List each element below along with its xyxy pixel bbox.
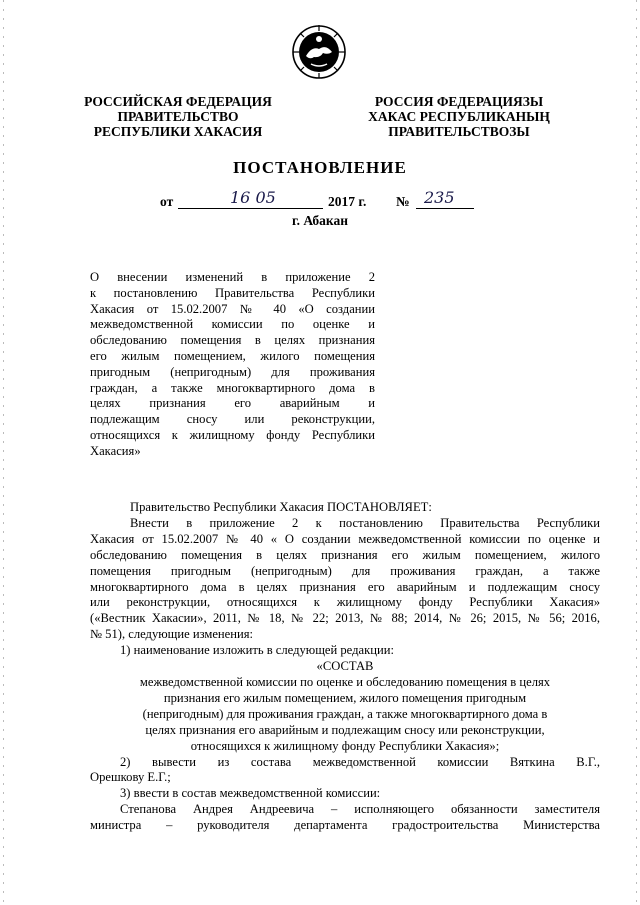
body-line: межведомственной комиссии по оценке и обследованию помещения в целях xyxy=(139,674,551,689)
scan-edge-left xyxy=(3,0,4,905)
body-line: многоквартирного дома в целях признания его аварийным и подлежащим сносу xyxy=(90,579,600,594)
body-line: относящихся к жилищному фонду Республики Хакасия»; xyxy=(190,738,500,753)
body-line: Орешкову Е.Г.; xyxy=(90,770,171,785)
body-line: 1) наименование изложить в следующей редакции: xyxy=(120,643,394,658)
body-line: Правительство Республики Хакасия ПОСТАНОВЛЯЕТ: xyxy=(130,500,432,514)
body-line: «СОСТАВ xyxy=(316,659,374,674)
body-line: («Вестник Хакасии», 2011, № 18, № 22; 2013, № 88; 2014, № 26; 2015, № 56; 2016, xyxy=(90,611,600,626)
header-right-line-1: РОССИЯ ФЕДЕРАЦИЯЗЫ xyxy=(374,94,544,109)
header-right-line-2: ХАКАС РЕСПУБЛИКАНЫҢ xyxy=(368,109,550,124)
body-line: 3) ввести в состав межведомственной комиссии: xyxy=(120,786,381,801)
body-line: целях признания его аварийным и подлежащим сносу или реконструкции, xyxy=(145,722,545,737)
year-label: 2017 г. xyxy=(328,194,367,209)
body-line: Степанова Андрея Андреевича – исполняющего обязанности заместителя xyxy=(120,802,600,817)
subject-line: межведомственной комиссии по оценке и xyxy=(90,317,375,332)
subject-line: граждан, а также многоквартирного дома в xyxy=(90,380,375,395)
handwritten-number: 235 xyxy=(424,188,455,207)
body-line: помещения пригодным (непригодным) для проживания граждан, а также xyxy=(90,563,600,578)
body-line: признания его жилым помещением, жилого помещения пригодным xyxy=(163,690,527,705)
handwritten-date: 16 05 xyxy=(230,188,276,207)
number-label: № xyxy=(396,194,410,209)
subject-line: Хакасия» xyxy=(90,443,141,458)
subject-line: обследованию помещения в целях признания xyxy=(90,333,375,348)
body-line: или реконструкции, относящихся к жилищному фонду Республики Хакасия» xyxy=(90,595,600,610)
republic-of-khakassia-emblem-icon xyxy=(290,22,348,80)
date-underline xyxy=(178,208,323,209)
header-right-block xyxy=(354,94,564,139)
header-left-line-3: РЕСПУБЛИКИ ХАКАСИЯ xyxy=(93,124,263,139)
body-line: № 51), следующие изменения: xyxy=(90,627,254,642)
city-label: г. Абакан xyxy=(291,213,349,228)
body-line: Хакасия от 15.02.2007 № 40 « О создании межведомственной комиссии по оценке и xyxy=(90,531,600,546)
scan-edge-right xyxy=(636,0,637,905)
body-line: министра – руководителя департамента градостроительства Министерства xyxy=(90,818,600,833)
document-title: ПОСТАНОВЛЕНИЕ xyxy=(233,158,407,177)
subject-line: целях признания его аварийным и xyxy=(90,396,375,411)
subject-line: пригодным (непригодным) для проживания xyxy=(90,364,375,379)
body-line: Внести в приложение 2 к постановлению Правительства Республики xyxy=(130,515,600,530)
subject-line: О внесении изменений в приложение 2 xyxy=(90,270,375,284)
body-line: обследованию помещения в целях признания его жилым помещением, жилого xyxy=(90,547,600,562)
from-label: от xyxy=(160,194,174,209)
body-line: 2) вывести из состава межведомственной комиссии Вяткина В.Г., xyxy=(120,754,600,769)
body-line: (непригодным) для проживания граждан, а также многоквартирного дома в xyxy=(142,706,548,721)
header-left-line-2: ПРАВИТЕЛЬСТВО xyxy=(117,109,239,124)
number-underline xyxy=(416,208,474,209)
header-left-block xyxy=(78,94,278,139)
header-left-line-1: РОССИЙСКАЯ ФЕДЕРАЦИЯ xyxy=(84,94,272,109)
subject-line: подлежащим сносу или реконструкции, xyxy=(90,412,375,427)
header-right-line-3: ПРАВИТЕЛЬСТВОЗЫ xyxy=(388,124,530,139)
subject-line: к постановлению Правительства Республики xyxy=(90,285,375,300)
body-text xyxy=(90,500,600,834)
subject-block xyxy=(90,270,375,460)
subject-line: его жилым помещением, жилого помещения xyxy=(90,348,375,363)
subject-line: относящихся к жилищному фонду Республики xyxy=(90,427,375,442)
subject-line: Хакасия от 15.02.2007 № 40 «О создании xyxy=(90,301,375,316)
